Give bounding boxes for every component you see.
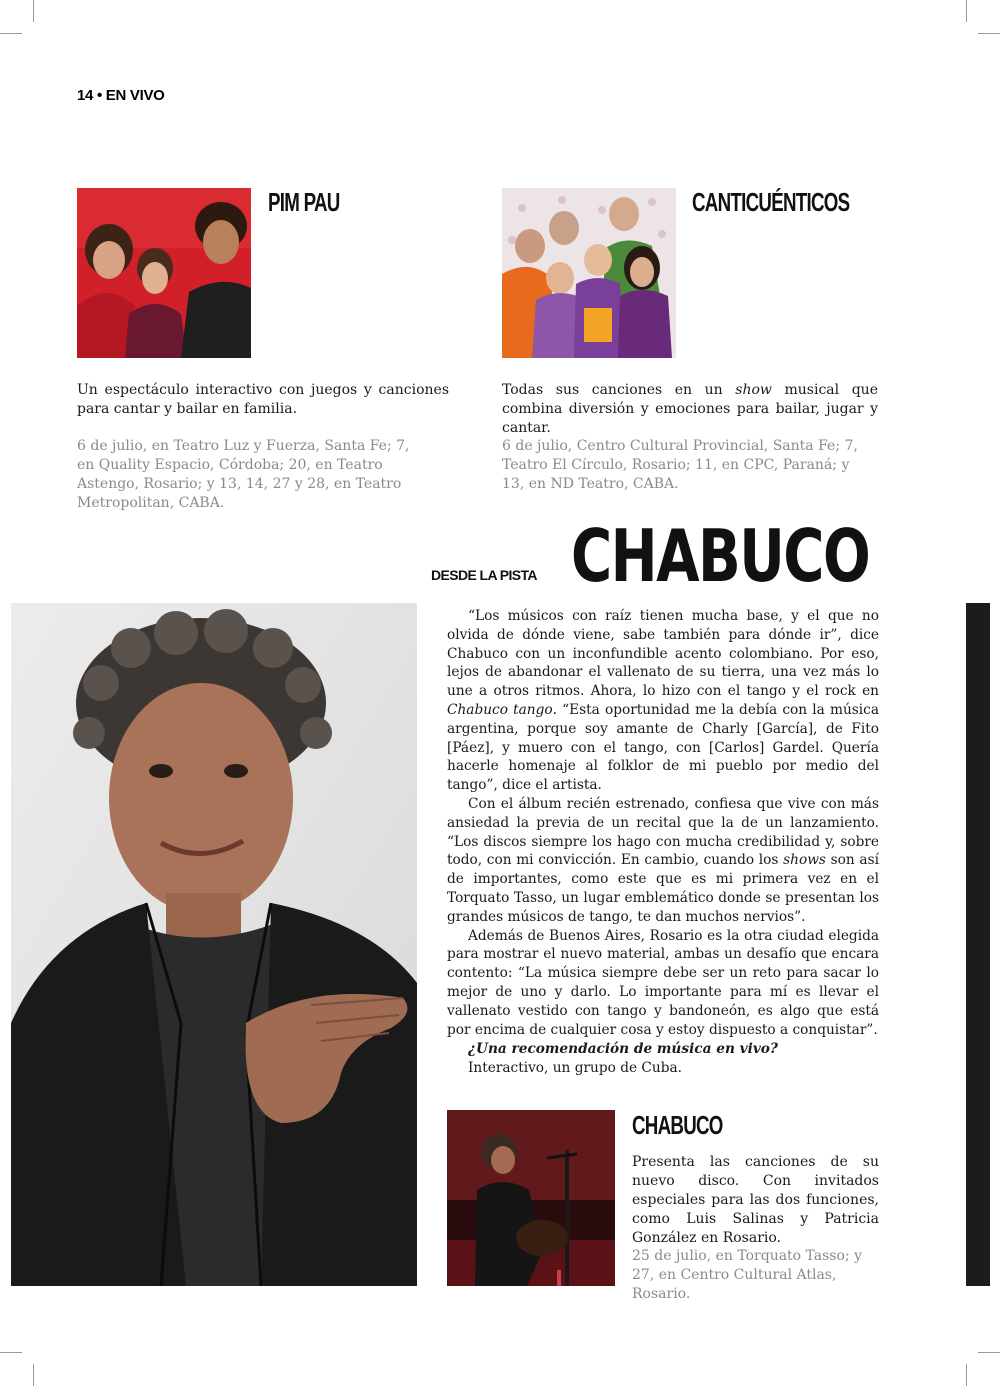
feature-title: CHABUCO [571,514,870,598]
item-dates-canticuenticos: 6 de julio, Centro Cultural Provincial, Santa Fe; 7, Teatro El Círculo, Rosario; 11, en CPC, Paraná; y 13, en ND Teatro, CABA. [502,438,858,492]
article-paragraph: Con el álbum recién estrenado, confiesa que vive con más ansiedad la previa de un recital que la de un lanzamiento. “Los discos siempre los hago con mucha credibilidad y, sobre todo, con mi convicción. En cambio, cuando los shows son así de importantes, como este que es mi primera vez en el Torquato Tasso, un lugar emblemático donde se presentan los grandes músicos de tango, te dan muchos nervios”. [447,795,879,925]
crop-mark [966,0,967,22]
chabuco-portrait-photo [11,603,417,1286]
item-lead-canticuenticos: Todas sus canciones en un show musical que combina diversión y emociones para bailar, jugar y cantar. [502,382,878,436]
crop-mark [33,1364,34,1386]
section-kicker: DESDE LA PISTA [431,567,537,583]
crop-mark [0,33,22,34]
next-page-edge-bar [966,603,990,1286]
feature-article-body [447,607,879,1039]
item-dates-pim-pau: 6 de julio, en Teatro Luz y Fuerza, Santa Fe; 7, en Quality Espacio, Córdoba; 20, en Teatro Astengo, Rosario; y 13, 14, 27 y 28, en Teatro Metropolitan, CABA. [77,438,410,511]
article-paragraph: “Los músicos con raíz tienen mucha base, y el que no olvida de dónde viene, sabe también para dónde ir”, dice Chabuco con un inconfundible acento colombiano. Por eso, lejos de abandonar el vallenato de su tierra, una vez más lo une a otros ritmos. Ahora, lo hizo con el tango y el rock en Chabuco tango. “Esta oportunidad me la debía con la música argentina, porque soy amante de Charly [García], de Fito [Páez], y muero con el tango, con [Carlos] Gardel. Quería hacerle homenaje al folklor de mi pueblo por medio del tango”, dice el artista. [447,608,880,794]
qa-question: ¿Una recomendación de música en vivo? [468,1041,778,1057]
chabuco-live-photo [447,1110,615,1286]
qa-answer: Interactivo, un grupo de Cuba. [468,1059,682,1076]
box-title: CHABUCO [632,1110,723,1140]
feature-qa [468,1040,878,1078]
canticuenticos-photo [502,188,676,358]
crop-mark [0,1352,22,1353]
page-folio: 14 • EN VIVO [77,87,165,104]
item-title-canticuenticos: CANTICUÉNTICOS [692,187,850,217]
crop-mark [978,33,1000,34]
item-title-pim-pau: PIM PAU [268,187,340,217]
crop-mark [33,0,34,22]
box-dates: 25 de julio, en Torquato Tasso; y 27, en Centro Cultural Atlas, Rosario. [632,1248,863,1302]
box-lead: Presenta las canciones de su nuevo disco. Con invitados especiales para las dos funciones, como Luis Salinas y Patricia González en Rosario. [632,1154,879,1246]
item-lead-pim-pau: Un espectáculo interactivo con juegos y canciones para cantar y bailar en familia. [77,382,449,417]
crop-mark [978,1352,1000,1353]
article-paragraph: Además de Buenos Aires, Rosario es la otra ciudad elegida para mostrar el nuevo material, ambas un desafío que encara contento: “La música siempre debe ser un reto para sacar lo mejor de uno y darlo. Lo importante para mí es llevar el vallenato vestido con tango y bandoneón, es algo que está por encima de cualquier cosa y estoy dispuesto a conquistar”. [447,927,879,1038]
pim-pau-photo [77,188,251,358]
crop-mark [966,1364,967,1386]
